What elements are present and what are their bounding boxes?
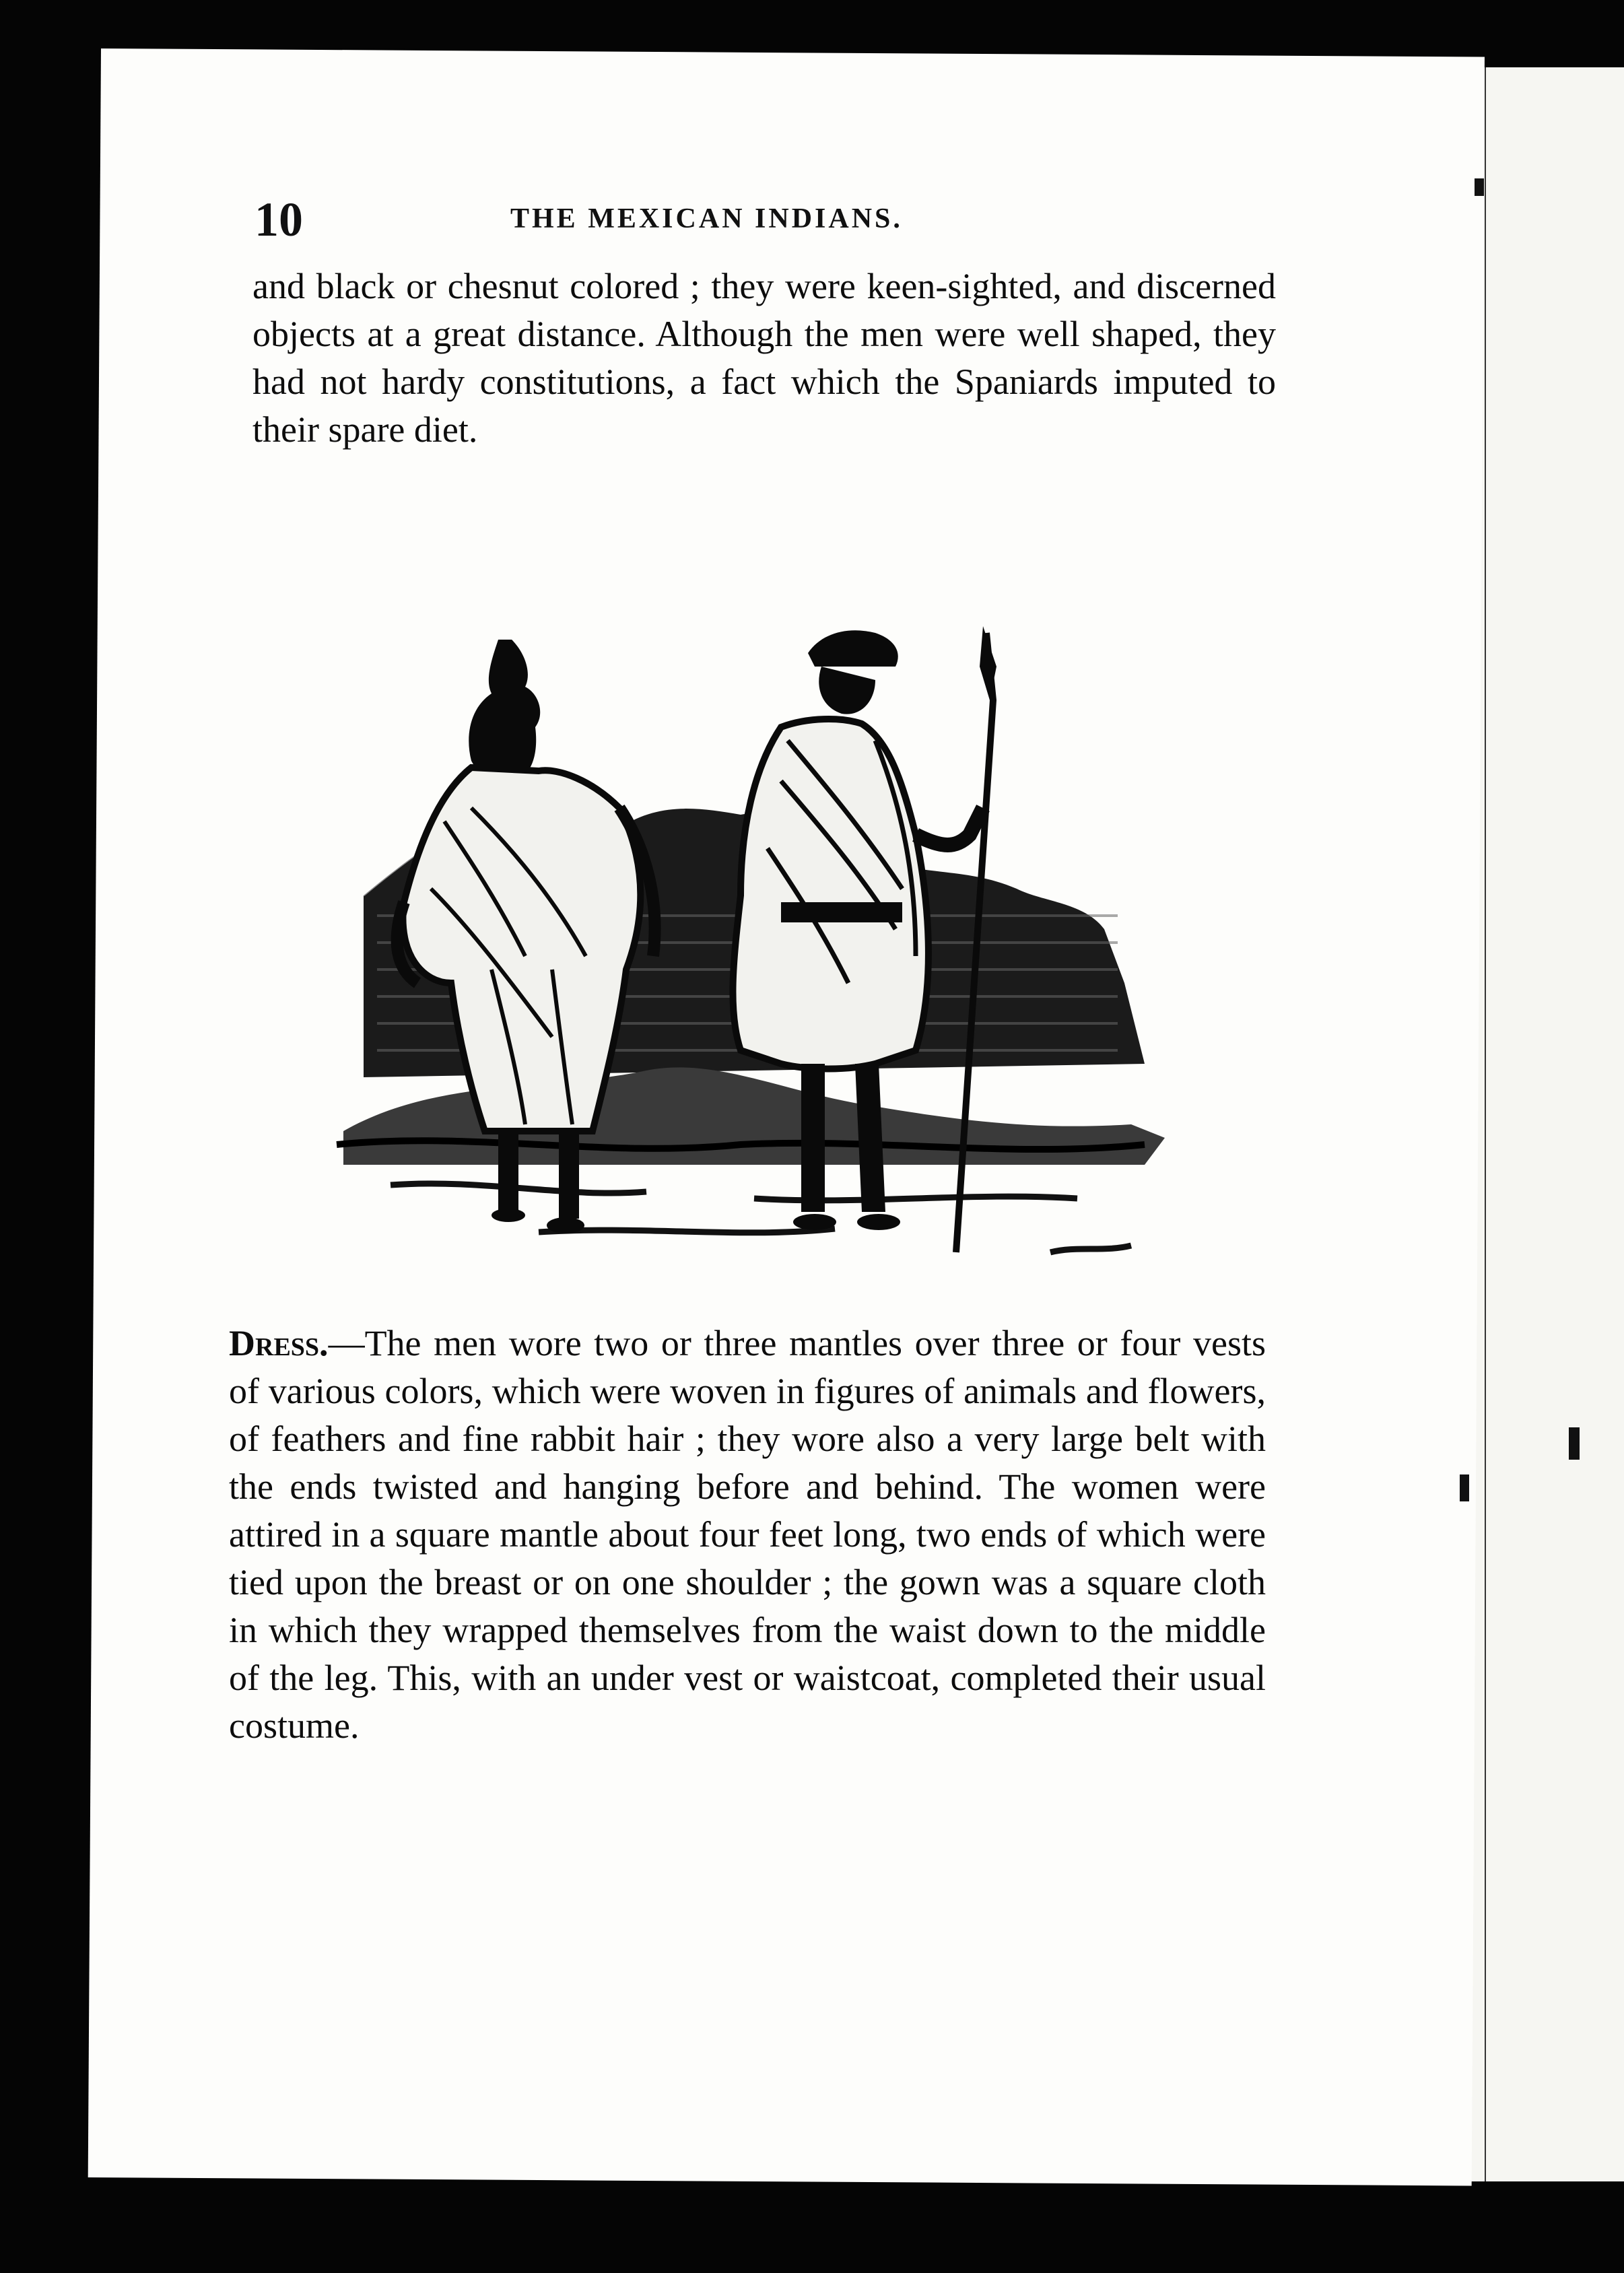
- facing-page-edge: [1464, 67, 1624, 2181]
- dress-text: —The men wore two or three mantles over three or four vests of various colors, which were woven in figures of animals and flowers, of feathers and fine rabbit hair ; they wore also a very large belt with the ends twisted and hanging before and behind. The women were attired in a square mantle about four feet long, two ends of which were tied upon the breast or on one shoulder ; the gown was a square cloth in which they wrapped themselves from the waist down to the middle of the leg. This, with an under vest or waistcoat, completed their usual costume.: [229, 1323, 1266, 1746]
- binding-mark: [1475, 178, 1484, 196]
- paragraph-dress: [229, 1320, 1266, 1750]
- binding-mark: [1460, 1474, 1469, 1501]
- paragraph-top: and black or chesnut colored ; they were keen-sighted, and discerned objects at a great distance. Although the men were well shaped, they had not hardy constitutions, a fact which the Spaniards imputed to their spare diet.: [252, 266, 1276, 450]
- woodcut-illustration: [269, 606, 1266, 1279]
- page-header: [255, 192, 1264, 252]
- page-number: 10: [255, 193, 303, 246]
- running-head: THE MEXICAN INDIANS.: [510, 203, 903, 234]
- dress-heading: Dress.: [229, 1323, 329, 1363]
- page-fold-line: [1485, 67, 1486, 2181]
- ground-foreground: [337, 1067, 1165, 1252]
- binding-mark: [1569, 1427, 1580, 1460]
